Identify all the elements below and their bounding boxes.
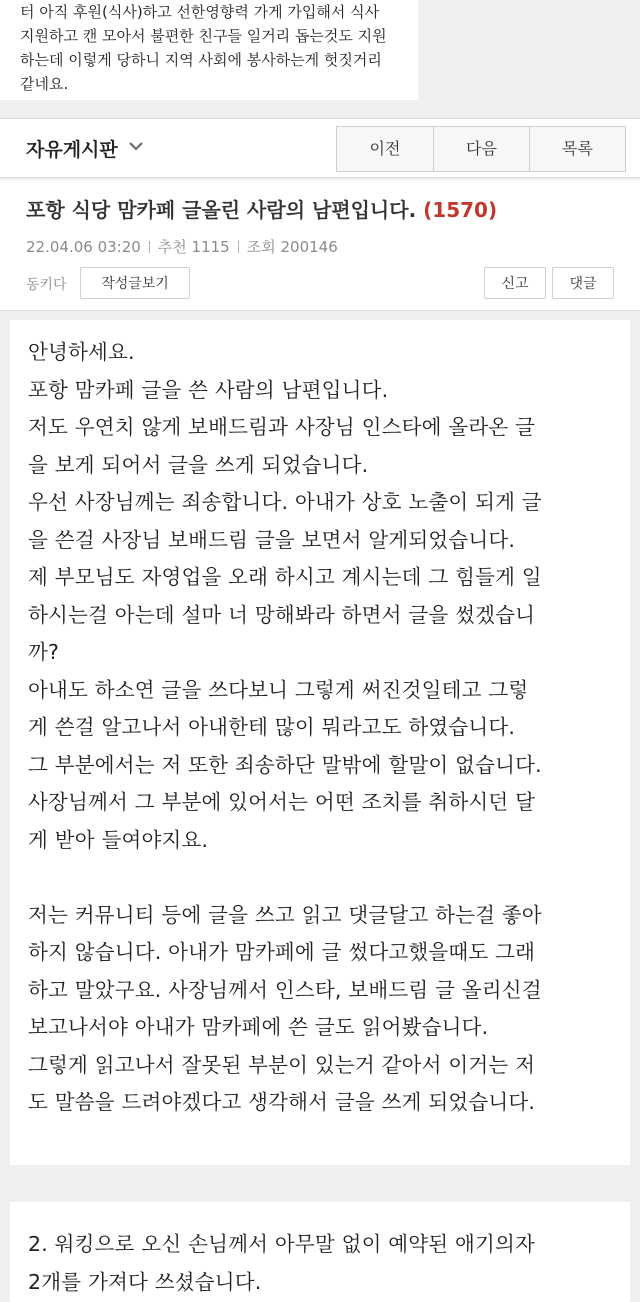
- comment-button[interactable]: 댓글: [552, 267, 614, 299]
- view-author-posts-button[interactable]: 작성글보기: [80, 267, 190, 299]
- body-line: 을 쓴걸 사장님 보배드림 글을 보면서 알게되었습니다.: [28, 527, 516, 552]
- body-line: 그 부분에서는 저 또한 죄송하단 말밖에 할말이 없습니다.: [28, 752, 542, 777]
- next-content-block: [10, 1202, 630, 1302]
- post-meta: [26, 236, 338, 257]
- body-line: [28, 859, 620, 897]
- snippet-line: 하는데 이렇게 당하니 지역 사회에 봉사하는게 헛짓거리: [20, 51, 382, 69]
- report-button[interactable]: 신고: [484, 267, 546, 299]
- body-line: 우선 사장님께는 죄송합니다. 아내가 상호 노출이 되게 글: [28, 490, 542, 514]
- post-body: [10, 320, 630, 1165]
- chevron-down-icon[interactable]: [127, 137, 145, 155]
- next-content-text: [28, 1226, 535, 1301]
- snippet-line: 지원하고 캔 모아서 불편한 친구들 일거리 돕는것도 지원: [20, 27, 387, 45]
- comment-count: (1570): [423, 198, 498, 222]
- body-line: 2. 워킹으로 오신 손님께서 아무말 없이 예약된 애기의자: [28, 1232, 536, 1256]
- view-count: 조회 200146: [246, 238, 338, 256]
- body-line: 게 받아 들여야지요.: [28, 827, 209, 852]
- body-line: 아내도 하소연 글을 쓰다보니 그렇게 써진것일테고 그렇: [28, 677, 529, 702]
- meta-divider: [238, 241, 239, 253]
- post-header: [0, 180, 640, 311]
- next-post-button[interactable]: 다음: [433, 127, 529, 171]
- body-line: 하고 말았구요. 사장님께서 인스타, 보배드림 글 올리신걸: [28, 977, 542, 1002]
- body-line: 제 부모님도 자영업을 오래 하시고 계시는데 그 힘들게 일: [28, 565, 542, 589]
- body-line: 2개를 가져다 쓰셨습니다.: [28, 1269, 262, 1294]
- list-button[interactable]: 목록: [529, 127, 625, 171]
- previous-post-snippet: [0, 0, 418, 100]
- post-title-text: 포항 식당 맘카페 글올린 사람의 남편입니다.: [26, 198, 417, 222]
- recommend-count: 추천 1115: [157, 238, 230, 256]
- snippet-line: 같네요.: [20, 75, 69, 93]
- body-line: 도 말씀을 드려야겠다고 생각해서 글을 쓰게 되었습니다.: [28, 1090, 536, 1114]
- body-line: 안녕하세요.: [28, 340, 135, 364]
- post-body-text: [28, 334, 620, 1122]
- author-name[interactable]: 동키다: [26, 277, 67, 293]
- post-nav-buttons: [336, 126, 626, 172]
- body-line: 보고나서야 아내가 맘카페에 쓴 글도 읽어봤습니다.: [28, 1015, 489, 1039]
- body-line: 저도 우연치 않게 보배드림과 사장님 인스타에 올라온 글: [28, 415, 536, 439]
- body-line: 을 보게 되어서 글을 쓰게 되었습니다.: [28, 452, 369, 477]
- post-title[interactable]: [26, 194, 497, 223]
- body-line: 저는 커뮤니티 등에 글을 쓰고 읽고 댓글달고 하는걸 좋아: [28, 902, 542, 927]
- body-line: 하시는걸 아는데 설마 너 망해봐라 하면서 글을 썼겠습니: [28, 602, 536, 627]
- post-date: 22.04.06 03:20: [26, 238, 141, 256]
- meta-divider: [149, 241, 150, 253]
- board-navigation-bar: [0, 118, 640, 178]
- board-name[interactable]: 자유게시판: [26, 139, 118, 161]
- body-line: 그렇게 읽고나서 잘못된 부분이 있는거 같아서 이거는 저: [28, 1052, 536, 1077]
- body-line: 까?: [28, 640, 60, 664]
- body-line: 게 쓴걸 알고나서 아내한테 많이 뭐라고도 하였습니다.: [28, 715, 516, 739]
- body-line: 포항 맘카페 글을 쓴 사람의 남편입니다.: [28, 377, 389, 402]
- body-line: 하지 않습니다. 아내가 맘카페에 글 썼다고했을때도 그래: [28, 940, 536, 964]
- snippet-line: 터 아직 후원(식사)하고 선한영향력 가게 가입해서 식사: [20, 3, 380, 21]
- prev-post-button[interactable]: 이전: [369, 139, 401, 158]
- body-line: 사장님께서 그 부분에 있어서는 어떤 조치를 취하시던 달: [28, 790, 536, 814]
